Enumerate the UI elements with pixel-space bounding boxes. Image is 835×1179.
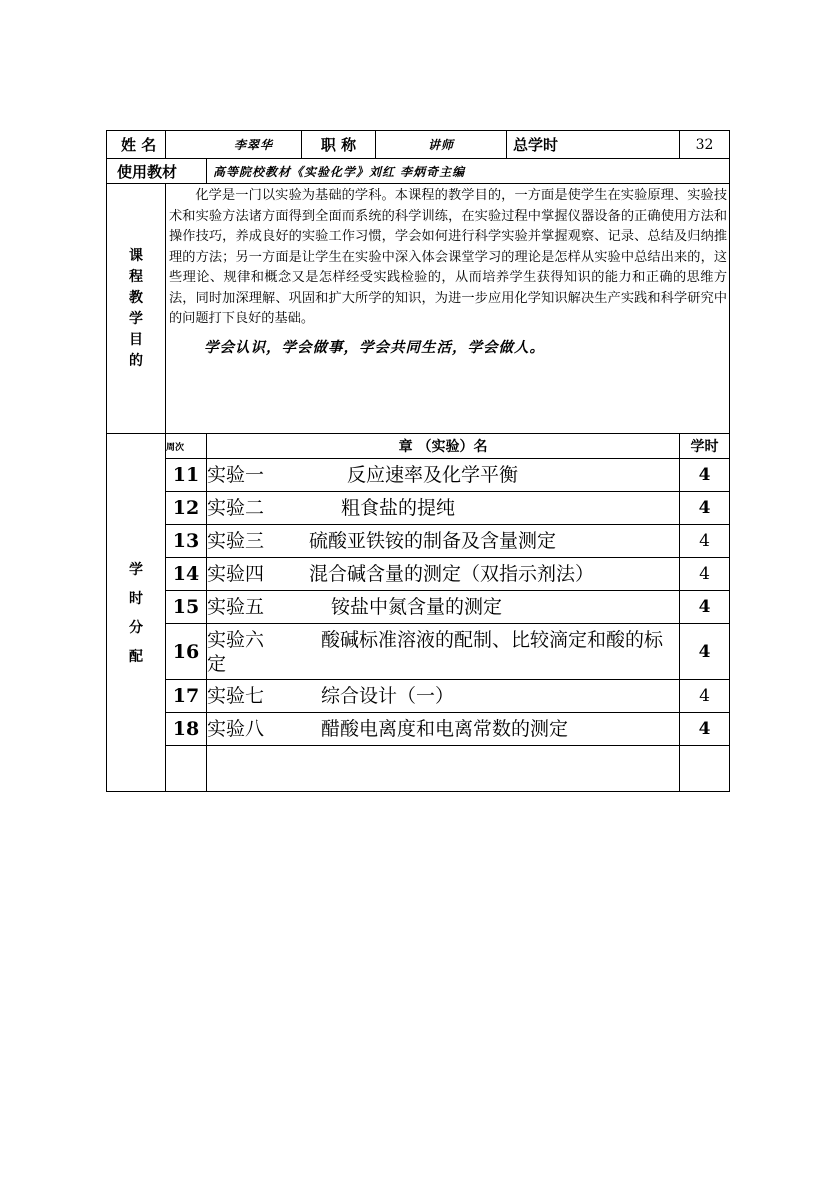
course-table: [106, 130, 730, 792]
experiment-number: 实验一: [207, 464, 265, 486]
hours-cell: 4: [680, 525, 730, 558]
experiment-cell: [207, 680, 680, 713]
schedule-row: [107, 591, 730, 624]
name-label: 姓 名: [107, 131, 166, 159]
experiment-cell: [207, 459, 680, 492]
schedule-row: [107, 680, 730, 713]
hours-cell: 4: [680, 624, 730, 680]
week-header: 周次: [166, 434, 207, 459]
title-label: 职 称: [302, 131, 376, 159]
purpose-content: [166, 184, 730, 434]
schedule-row: [107, 459, 730, 492]
total-hours-label: 总学时: [507, 131, 680, 159]
textbook-value: 高等院校教材《实验化学》刘红 李炳奇主编: [207, 159, 730, 184]
experiment-cell: [207, 713, 680, 746]
hours-cell: 4: [680, 591, 730, 624]
experiment-cell: [207, 492, 680, 525]
textbook-label: 使用教材: [107, 159, 207, 184]
hours-header: 学时: [680, 434, 730, 459]
chapter-header: 章 （实验）名: [207, 434, 680, 459]
hours-cell: 4: [680, 459, 730, 492]
schedule-row: [107, 492, 730, 525]
empty-week-cell: [166, 746, 207, 792]
experiment-name: 粗食盐的提纯: [341, 497, 456, 519]
experiment-number: 实验七: [207, 685, 265, 707]
experiment-number: 实验四: [207, 563, 265, 585]
experiment-name: 醋酸电离度和电离常数的测定: [321, 718, 569, 740]
experiment-number: 实验二: [207, 497, 265, 519]
schedule-label: 学 时 分 配: [107, 434, 166, 792]
name-value: 李翠华: [166, 131, 302, 159]
experiment-cell: [207, 525, 680, 558]
week-cell: 18: [166, 713, 207, 746]
week-cell: 12: [166, 492, 207, 525]
schedule-header-row: [107, 434, 730, 459]
experiment-name: 反应速率及化学平衡: [347, 464, 519, 486]
experiment-name: 混合碱含量的测定（双指示剂法）: [309, 563, 595, 585]
experiment-number: 实验八: [207, 718, 265, 740]
info-row: [107, 131, 730, 159]
experiment-name: 铵盐中氮含量的测定: [331, 596, 503, 618]
experiment-cell: [207, 558, 680, 591]
experiment-number: 实验三: [207, 530, 265, 552]
hours-cell: 4: [680, 680, 730, 713]
week-cell: 15: [166, 591, 207, 624]
purpose-label: 课 程 教 学 目 的: [107, 184, 166, 434]
title-value: 讲师: [376, 131, 507, 159]
experiment-name: 酸碱标准溶液的配制、比较滴定和酸的标定: [207, 628, 664, 675]
week-cell: 17: [166, 680, 207, 713]
schedule-row: [107, 713, 730, 746]
schedule-row: [107, 624, 730, 680]
week-cell: 16: [166, 624, 207, 680]
experiment-cell: [207, 591, 680, 624]
purpose-text: 化学是一门以实验为基础的学科。本课程的教学目的，一方面是使学生在实验原理、实验技术和实验方法诸方面得到全面而系统的科学训练，在实验过程中掌握仪器设备的正确使用方法和操作技巧，养成良好的实验工作习惯，学会如何进行科学实验并掌握观察、记录、总结及归纳推理的方法；另一方面是让学生在实验中深入体会课堂学习的理论是怎样从实验中总结出来的，这些理论、规律和概念又是怎样经受实践检验的，从而培养学生获得知识的能力和正确的思维方法，同时加深理解、巩固和扩大所学的知识，为进一步应用化学知识解决生产实践和科学研究中的问题打下良好的基础。: [169, 188, 728, 326]
empty-experiment-cell: [207, 746, 680, 792]
experiment-name: 综合设计（一）: [321, 685, 455, 707]
schedule-row: [107, 525, 730, 558]
week-cell: 13: [166, 525, 207, 558]
week-cell: 14: [166, 558, 207, 591]
schedule-empty-row: [107, 746, 730, 792]
experiment-name: 硫酸亚铁铵的制备及含量测定: [309, 530, 557, 552]
textbook-row: [107, 159, 730, 184]
motto: 学会认识，学会做事，学会共同生活，学会做人。: [204, 338, 545, 356]
total-hours-value: 32: [680, 131, 730, 159]
hours-cell: 4: [680, 558, 730, 591]
purpose-row: [107, 184, 730, 434]
experiment-cell: [207, 624, 680, 680]
schedule-row: [107, 558, 730, 591]
week-cell: 11: [166, 459, 207, 492]
experiment-number: 实验六: [207, 628, 265, 651]
hours-cell: 4: [680, 492, 730, 525]
hours-cell: 4: [680, 713, 730, 746]
empty-hours-cell: [680, 746, 730, 792]
experiment-number: 实验五: [207, 596, 265, 618]
course-form: [106, 130, 729, 792]
